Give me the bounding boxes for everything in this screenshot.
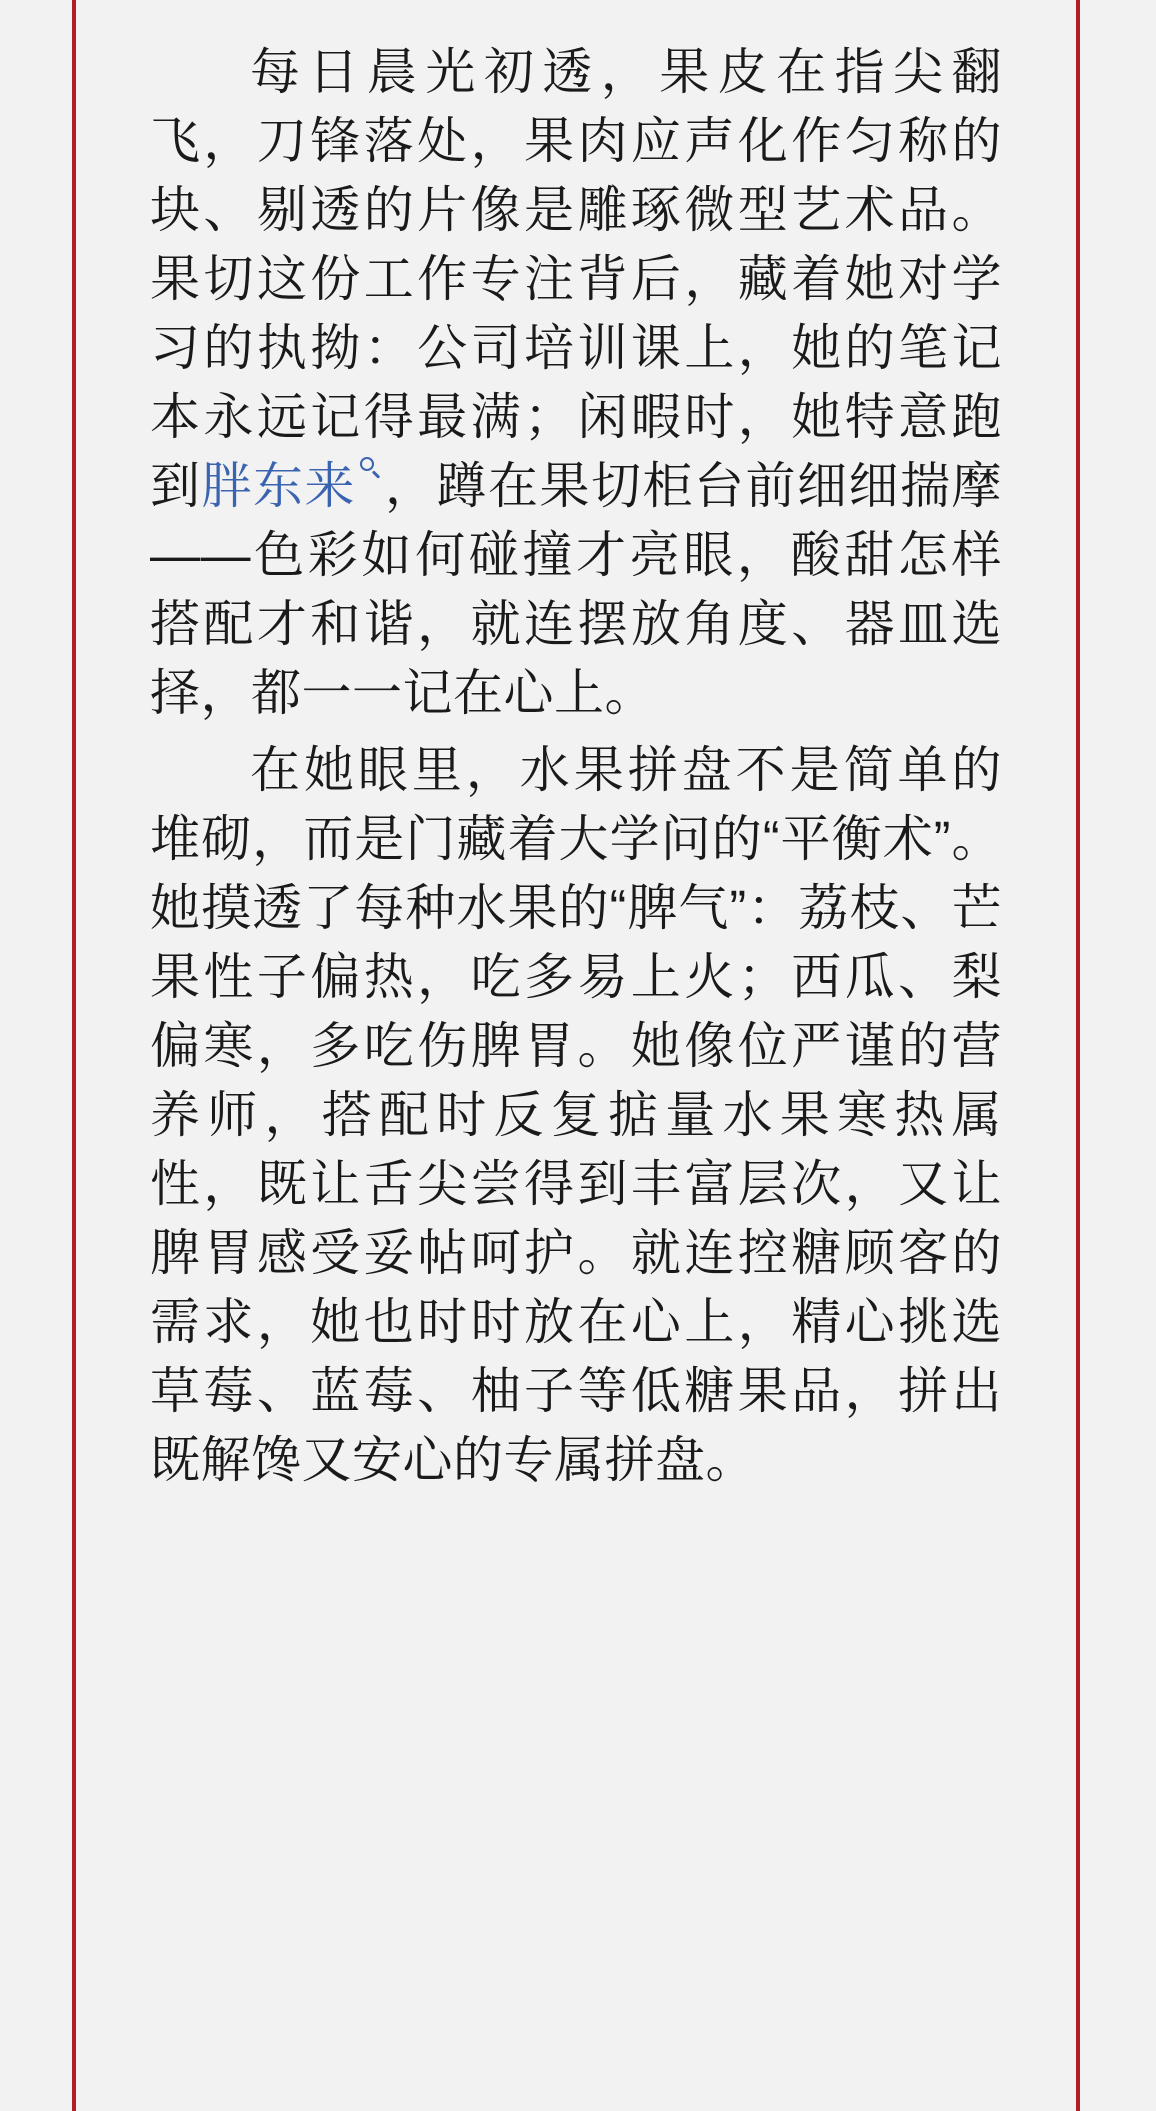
entity-link-pangdonglai[interactable]: 胖东来: [201, 458, 356, 514]
article-content: [76, 0, 1076, 2111]
search-icon[interactable]: [358, 455, 384, 481]
paragraph-2: 在她眼里，水果拼盘不是简单的堆砌，而是门藏着大学问的“平衡术”。她摸透了每种水果的“脾气”：荔枝、芒果性子偏热，吃多易上火；西瓜、梨偏寒，多吃伤脾胃。她像位严谨的营养师，搭配时反复掂量水果寒热属性，既让舌尖尝得到丰富层次，又让脾胃感受妥帖呵护。就连控糖顾客的需求，她也时时放在心上，精心挑选草莓、蓝莓、柚子等低糖果品，拼出既解馋又安心的专属拼盘。: [150, 742, 1002, 1488]
paragraph-1: [150, 38, 1002, 728]
paragraph-1-part-1: 每日晨光初透，果皮在指尖翻飞，刀锋落处，果肉应声化作匀称的块、剔透的片像是雕琢微型艺术品。果切这份工作专注背后，藏着她对学习的执拗：公司培训课上，她的笔记本永远记得最满；闲暇时，她特意跑到: [150, 44, 1002, 514]
right-red-rule: [1076, 0, 1080, 2111]
paragraph-1-part-2: ，蹲在果切柜台前细细揣摩——色彩如何碰撞才亮眼，酸甜怎样搭配才和谐，就连摆放角度、器皿选择，都一一记在心上。: [150, 458, 1002, 721]
